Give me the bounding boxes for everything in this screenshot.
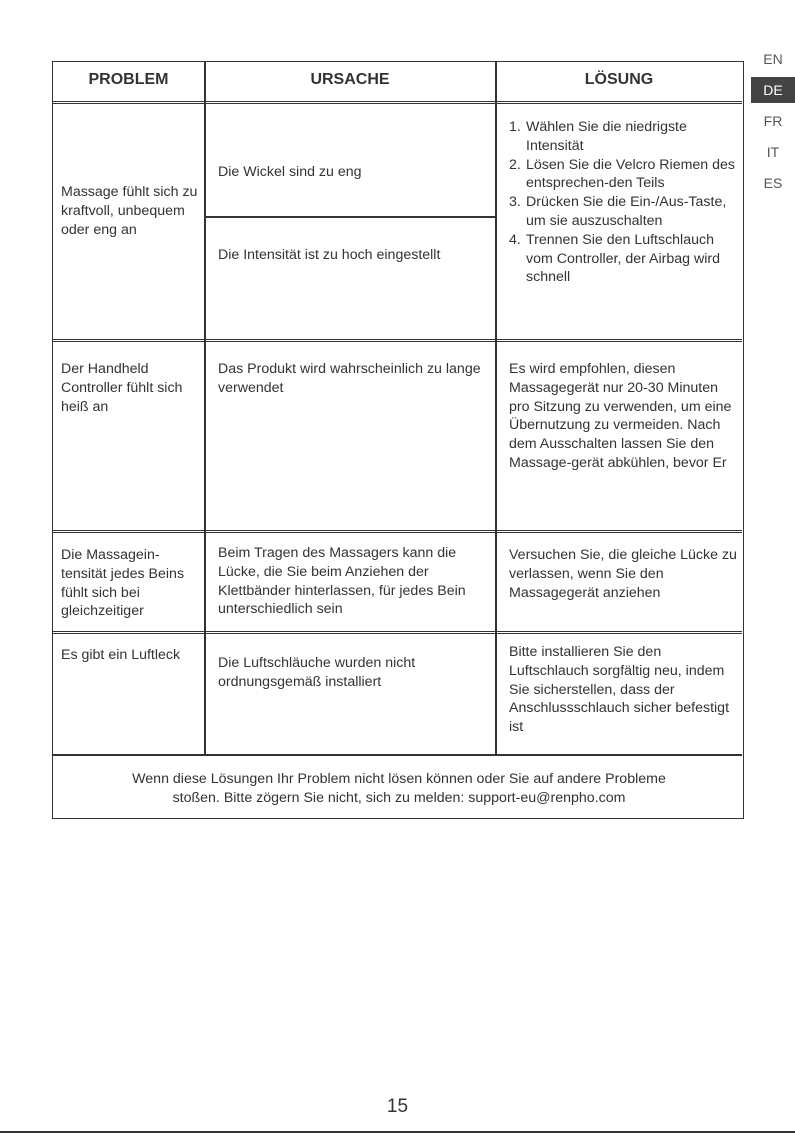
lang-tab-it[interactable]: IT [766,144,780,160]
support-note-line1: Wenn diese Lösungen Ihr Problem nicht lösen können oder Sie auf andere Probleme [132,771,666,787]
solution-step: 1. Wählen Sie die niedrigste Intensität [509,119,687,154]
solution-step: 3. Drücken Sie die Ein-/Aus-Taste, um sie auszuschalten [509,194,727,229]
language-tabs [751,46,795,201]
lang-tab-en[interactable]: EN [763,51,783,67]
row2-problem: Der Handheld Controller fühlt sich heiß an [61,361,183,415]
cause-divider [204,216,495,218]
row2-cause: Das Produkt wird wahrscheinlich zu lange verwendet [218,361,481,396]
header-problem: PROBLEM [88,71,169,88]
row3-solution: Versuchen Sie, die gleiche Lücke zu verlassen, wenn Sie den Massagegerät anziehen [509,547,737,601]
row1-solution [509,118,737,287]
row2-solution: Es wird empfohlen, diesen Massagegerät nur 20-30 Minuten pro Sitzung zu verwenden, um eine Übernutzung zu vermeiden. Nach dem Ausschalten lassen Sie den Massage-gerät abkühlen, bevor Er [509,361,732,471]
row3-cause: Beim Tragen des Massagers kann die Lücke, die Sie beim Anziehen der Klettbänder hinterlassen, für jedes Bein unterschiedlich sein [218,545,466,618]
row3-problem: Die Massagein-tensität jedes Beins fühlt sich bei gleichzeitiger [61,547,185,620]
page-number: 15 [386,1096,409,1117]
row4-cause: Die Luftschläuche wurden nicht ordnungsgemäß installiert [218,655,416,690]
solution-step: 2. Lösen Sie die Velcro Riemen des entsprechen-den Teils [509,156,735,192]
solution-step: 4. Trennen Sie den Luftschlauch vom Controller, der Airbag wird schnell [509,231,720,286]
support-note [53,770,745,808]
row-divider [53,631,742,634]
support-note-line2: stoßen. Bitte zögern Sie nicht, sich zu melden: support-eu@renpho.com [172,790,626,806]
row-divider [53,530,742,533]
row1-problem: Massage fühlt sich zu kraftvoll, unbequem oder eng an [61,184,198,238]
footer-divider [53,754,742,756]
column-divider [495,62,497,754]
lang-tab-fr[interactable]: FR [763,113,783,129]
header-cause: URSACHE [310,71,390,88]
lang-tab-es[interactable]: ES [763,175,783,191]
row4-solution: Bitte installieren Sie den Luftschlauch sorgfältig neu, indem Sie sicherstellen, dass der Anschlussschlauch sicher befestigt ist [509,644,730,736]
row-divider [53,339,742,342]
lang-tab-de[interactable]: DE [751,77,795,103]
troubleshooting-table [52,61,744,819]
bottom-rule [0,1131,795,1133]
column-divider [204,62,206,754]
row1-cause-1: Die Wickel sind zu eng [218,164,362,180]
row1-cause-2: Die Intensität ist zu hoch eingestellt [218,247,441,263]
header-solution: LÖSUNG [584,71,654,88]
row4-problem: Es gibt ein Luftleck [61,647,181,663]
